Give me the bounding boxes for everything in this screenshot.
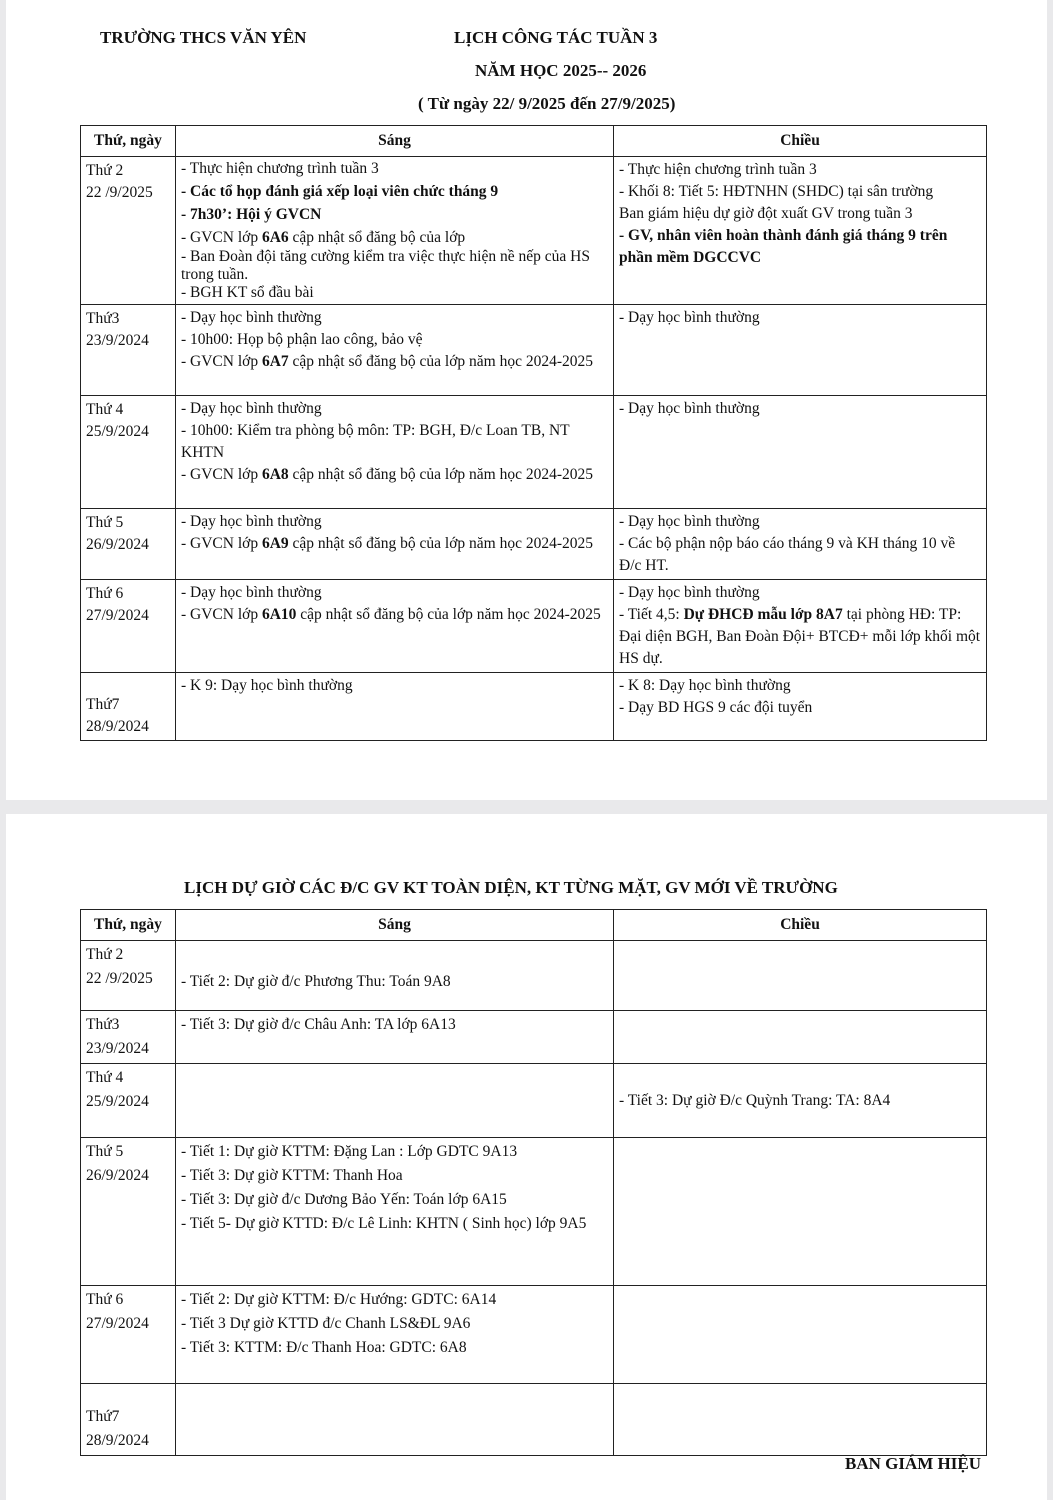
day-date: 27/9/2024 (86, 607, 149, 624)
day-date: 28/9/2024 (86, 1432, 149, 1449)
morning-cell (176, 580, 614, 673)
day-cell (81, 157, 176, 305)
list-item: - Dạy học bình thường (619, 513, 760, 530)
afternoon-cell (614, 673, 987, 741)
list-item: - Tiết 3: KTTM: Đ/c Thanh Hoa: GDTC: 6A8 (181, 1339, 467, 1356)
day-label: Thứ 6 (86, 585, 124, 602)
list-item: - Tiết 3: Dự giờ KTTM: Thanh Hoa (181, 1167, 403, 1184)
day-date: 26/9/2024 (86, 1167, 149, 1184)
day-cell (81, 396, 176, 509)
day-label: Thứ7 (86, 1408, 120, 1425)
morning-cell (176, 941, 614, 1011)
list-item: - Thực hiện chương trình tuần 3 (181, 160, 379, 177)
morning-cell (176, 1011, 614, 1064)
day-cell (81, 305, 176, 396)
table-row (81, 941, 987, 1011)
school-name: TRƯỜNG THCS VĂN YÊN (100, 28, 307, 47)
list-item: - Tiết 4,5: Dự ĐHCĐ mẫu lớp 8A7 tại phòng HĐ: TP: Đại diện BGH, Ban Đoàn Đội+ BTCĐ+ mỗi lớp khối một HS dự. (619, 606, 981, 667)
table-row (81, 1286, 987, 1384)
afternoon-cell (614, 509, 987, 580)
table-row (81, 509, 987, 580)
morning-cell (176, 157, 614, 305)
day-date: 28/9/2024 (86, 718, 149, 735)
day-date: 25/9/2024 (86, 423, 149, 440)
afternoon-cell (614, 941, 987, 1011)
header-afternoon: Chiều (614, 910, 987, 941)
list-item: - GV, nhân viên hoàn thành đánh giá tháng 9 trên phần mềm DGCCVC (619, 227, 948, 266)
list-item: - GVCN lớp 6A6 cập nhật sổ đăng bộ của lớp (181, 229, 466, 246)
afternoon-cell (614, 305, 987, 396)
list-item: - GVCN lớp 6A7 cập nhật sổ đăng bộ của lớp năm học 2024-2025 (181, 353, 594, 370)
day-date: 22 /9/2025 (86, 970, 153, 987)
day-date: 25/9/2024 (86, 1093, 149, 1110)
document-page-1 (6, 0, 1047, 800)
table-row (81, 305, 987, 396)
morning-cell (176, 1064, 614, 1138)
list-item: - GVCN lớp 6A10 cập nhật sổ đăng bộ của lớp năm học 2024-2025 (181, 606, 601, 623)
day-cell (81, 580, 176, 673)
list-item: - Dạy học bình thường (619, 584, 760, 601)
header-afternoon: Chiều (614, 126, 987, 157)
header-morning: Sáng (176, 126, 614, 157)
day-label: Thứ 2 (86, 946, 124, 963)
list-item: - BGH KT sổ đầu bài (181, 284, 314, 301)
list-item: - 10h00: Họp bộ phận lao công, bảo vệ (181, 331, 423, 348)
list-item: - Dạy học bình thường (619, 400, 760, 417)
morning-cell (176, 1384, 614, 1456)
table-row (81, 1138, 987, 1286)
list-item: - Dạy BD HGS 9 các đội tuyển (619, 699, 813, 716)
table-row (81, 1384, 987, 1456)
list-item: - K 9: Dạy học bình thường (181, 677, 353, 694)
list-item: - Tiết 3: Dự giờ đ/c Dương Bảo Yến: Toán lớp 6A15 (181, 1191, 507, 1208)
afternoon-cell (614, 1384, 987, 1456)
table-row (81, 1064, 987, 1138)
list-item: - Dạy học bình thường (181, 584, 322, 601)
list-item: - Tiết 2: Dự giờ đ/c Phương Thu: Toán 9A8 (181, 972, 451, 990)
day-cell (81, 1064, 176, 1138)
table-row (81, 157, 987, 305)
signature-board: BAN GIÁM HIỆU (844, 1454, 981, 1473)
day-label: Thứ 6 (86, 1291, 124, 1308)
list-item: - 7h30’: Hội ý GVCN (181, 206, 322, 223)
document-page-2 (6, 814, 1047, 1500)
day-cell (81, 1138, 176, 1286)
list-item: - Dạy học bình thường (181, 400, 322, 417)
day-cell (81, 941, 176, 1011)
table-row (81, 580, 987, 673)
afternoon-cell (614, 1138, 987, 1286)
morning-cell (176, 1286, 614, 1384)
morning-cell (176, 509, 614, 580)
class-observation-table (80, 909, 987, 1456)
list-item: - K 8: Dạy học bình thường (619, 677, 791, 694)
day-label: Thứ7 (86, 696, 120, 713)
list-item: - Dạy học bình thường (181, 309, 322, 326)
list-item: - Tiết 3 Dự giờ KTTD đ/c Chanh LS&ĐL 9A6 (181, 1315, 471, 1332)
table-row (81, 673, 987, 741)
morning-cell (176, 396, 614, 509)
table-row (81, 1011, 987, 1064)
day-date: 22 /9/2025 (86, 184, 153, 201)
afternoon-cell (614, 396, 987, 509)
day-date: 27/9/2024 (86, 1315, 149, 1332)
day-label: Thứ3 (86, 310, 120, 327)
day-label: Thứ 5 (86, 1143, 124, 1160)
morning-cell (176, 305, 614, 396)
day-label: Thứ 4 (86, 401, 124, 418)
day-date: 23/9/2024 (86, 332, 149, 349)
section-title: LỊCH DỰ GIỜ CÁC Đ/C GV KT TOÀN DIỆN, KT TỪNG MẶT, GV MỚI VỀ TRƯỜNG (184, 878, 838, 897)
table-header-row (81, 910, 987, 941)
afternoon-cell (614, 1011, 987, 1064)
day-cell (81, 1286, 176, 1384)
list-item: - Các tổ họp đánh giá xếp loại viên chức tháng 9 (181, 183, 499, 200)
list-item: - GVCN lớp 6A9 cập nhật sổ đăng bộ của lớp năm học 2024-2025 (181, 535, 594, 552)
table-header-row (81, 126, 987, 157)
list-item: - Tiết 5- Dự giờ KTTD: Đ/c Lê Linh: KHTN ( Sinh học) lớp 9A5 (181, 1215, 587, 1232)
list-item: - Khối 8: Tiết 5: HĐTNHN (SHDC) tại sân trường (619, 183, 934, 200)
afternoon-cell (614, 1064, 987, 1138)
list-item: - 10h00: Kiểm tra phòng bộ môn: TP: BGH, Đ/c Loan TB, NT KHTN (181, 422, 570, 461)
document-title: LỊCH CÔNG TÁC TUẦN 3 (454, 28, 658, 47)
list-item: - Tiết 3: Dự giờ đ/c Châu Anh: TA lớp 6A13 (181, 1016, 456, 1033)
table-row (81, 396, 987, 509)
header-day: Thứ, ngày (81, 910, 176, 941)
day-cell (81, 673, 176, 741)
list-item: - Tiết 3: Dự giờ Đ/c Quỳnh Trang: TA: 8A4 (619, 1091, 891, 1109)
day-label: Thứ 4 (86, 1069, 124, 1086)
school-year: NĂM HỌC 2025-- 2026 (475, 61, 647, 80)
list-item: - Ban Đoàn đội tăng cường kiểm tra việc thực hiện nề nếp của HS trong tuần. (181, 248, 590, 283)
day-cell (81, 1011, 176, 1064)
list-item: - GVCN lớp 6A8 cập nhật sổ đăng bộ của lớp năm học 2024-2025 (181, 466, 594, 483)
header-morning: Sáng (176, 910, 614, 941)
day-cell (81, 1384, 176, 1456)
list-item: Ban giám hiệu dự giờ đột xuất GV trong tuần 3 (619, 205, 913, 222)
list-item: - Thực hiện chương trình tuần 3 (619, 161, 817, 178)
day-cell (81, 509, 176, 580)
morning-cell (176, 673, 614, 741)
list-item: - Dạy học bình thường (181, 513, 322, 530)
list-item: - Tiết 1: Dự giờ KTTM: Đặng Lan : Lớp GDTC 9A13 (181, 1143, 518, 1160)
afternoon-cell (614, 157, 987, 305)
day-date: 26/9/2024 (86, 536, 149, 553)
header-day: Thứ, ngày (81, 126, 176, 157)
list-item: - Dạy học bình thường (619, 309, 760, 326)
morning-cell (176, 1138, 614, 1286)
day-label: Thứ 5 (86, 514, 124, 531)
day-label: Thứ3 (86, 1016, 120, 1033)
afternoon-cell (614, 580, 987, 673)
day-label: Thứ 2 (86, 162, 124, 179)
date-range: ( Từ ngày 22/ 9/2025 đến 27/9/2025) (418, 94, 676, 113)
weekly-schedule-table (80, 125, 987, 741)
afternoon-cell (614, 1286, 987, 1384)
list-item: - Tiết 2: Dự giờ KTTM: Đ/c Hướng: GDTC: 6A14 (181, 1291, 497, 1308)
day-date: 23/9/2024 (86, 1040, 149, 1057)
list-item: - Các bộ phận nộp báo cáo tháng 9 và KH tháng 10 về Đ/c HT. (619, 535, 956, 574)
